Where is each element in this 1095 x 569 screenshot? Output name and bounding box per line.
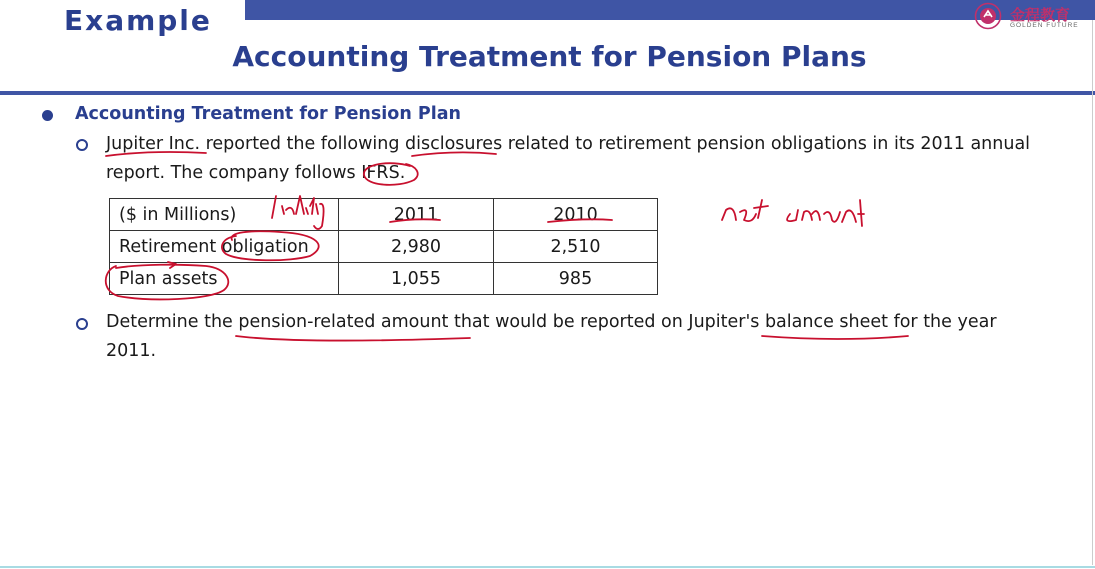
logo-seal-icon (974, 2, 1002, 30)
point-two-line-1: Determine the pension-related amount that would be reported on Jupiter's balance sheet for the year (106, 312, 997, 332)
logo-chinese-text: 金程教育 (1010, 6, 1071, 24)
table-cell: Retirement obligation (110, 231, 339, 263)
slide-title-text: Accounting Treatment for Pension Plans (232, 40, 867, 73)
table-header-cell: 2011 (339, 199, 494, 231)
point-one (106, 130, 1066, 188)
table-cell: 2,980 (339, 231, 494, 263)
point-two (106, 308, 1066, 366)
top-banner (245, 0, 1095, 20)
table-header-cell: 2010 (494, 199, 658, 231)
table-header-cell: ($ in Millions) (110, 199, 339, 231)
point-two-line-2: 2011. (106, 341, 157, 361)
table-cell: 985 (494, 263, 658, 295)
table-cell: 2,510 (494, 231, 658, 263)
point-one-line-1: Jupiter Inc. reported the following disclosures related to retirement pension obligations in its 2011 annual (106, 134, 1031, 154)
section-label: Example (64, 4, 212, 37)
bottom-edge-line (0, 566, 1095, 568)
logo-english-text: GOLDEN FUTURE (1010, 22, 1079, 29)
ring-bullet-icon (76, 139, 88, 151)
table-row (110, 231, 658, 263)
pension-disclosure-table (109, 198, 658, 295)
ring-bullet-icon (76, 318, 88, 330)
table-header-row (110, 199, 658, 231)
table-cell: Plan assets (110, 263, 339, 295)
title-divider (0, 91, 1095, 95)
right-edge-line (1092, 20, 1093, 565)
point-one-line-2: report. The company follows IFRS. (106, 163, 406, 183)
company-logo (974, 2, 1079, 32)
section-heading: Accounting Treatment for Pension Plan (75, 104, 461, 124)
ink-net (722, 200, 768, 221)
table-cell: 1,055 (339, 263, 494, 295)
bullet-dot-icon (42, 110, 53, 121)
table-row (110, 263, 658, 295)
ink-amount (787, 200, 864, 226)
slide-title (0, 40, 1095, 73)
